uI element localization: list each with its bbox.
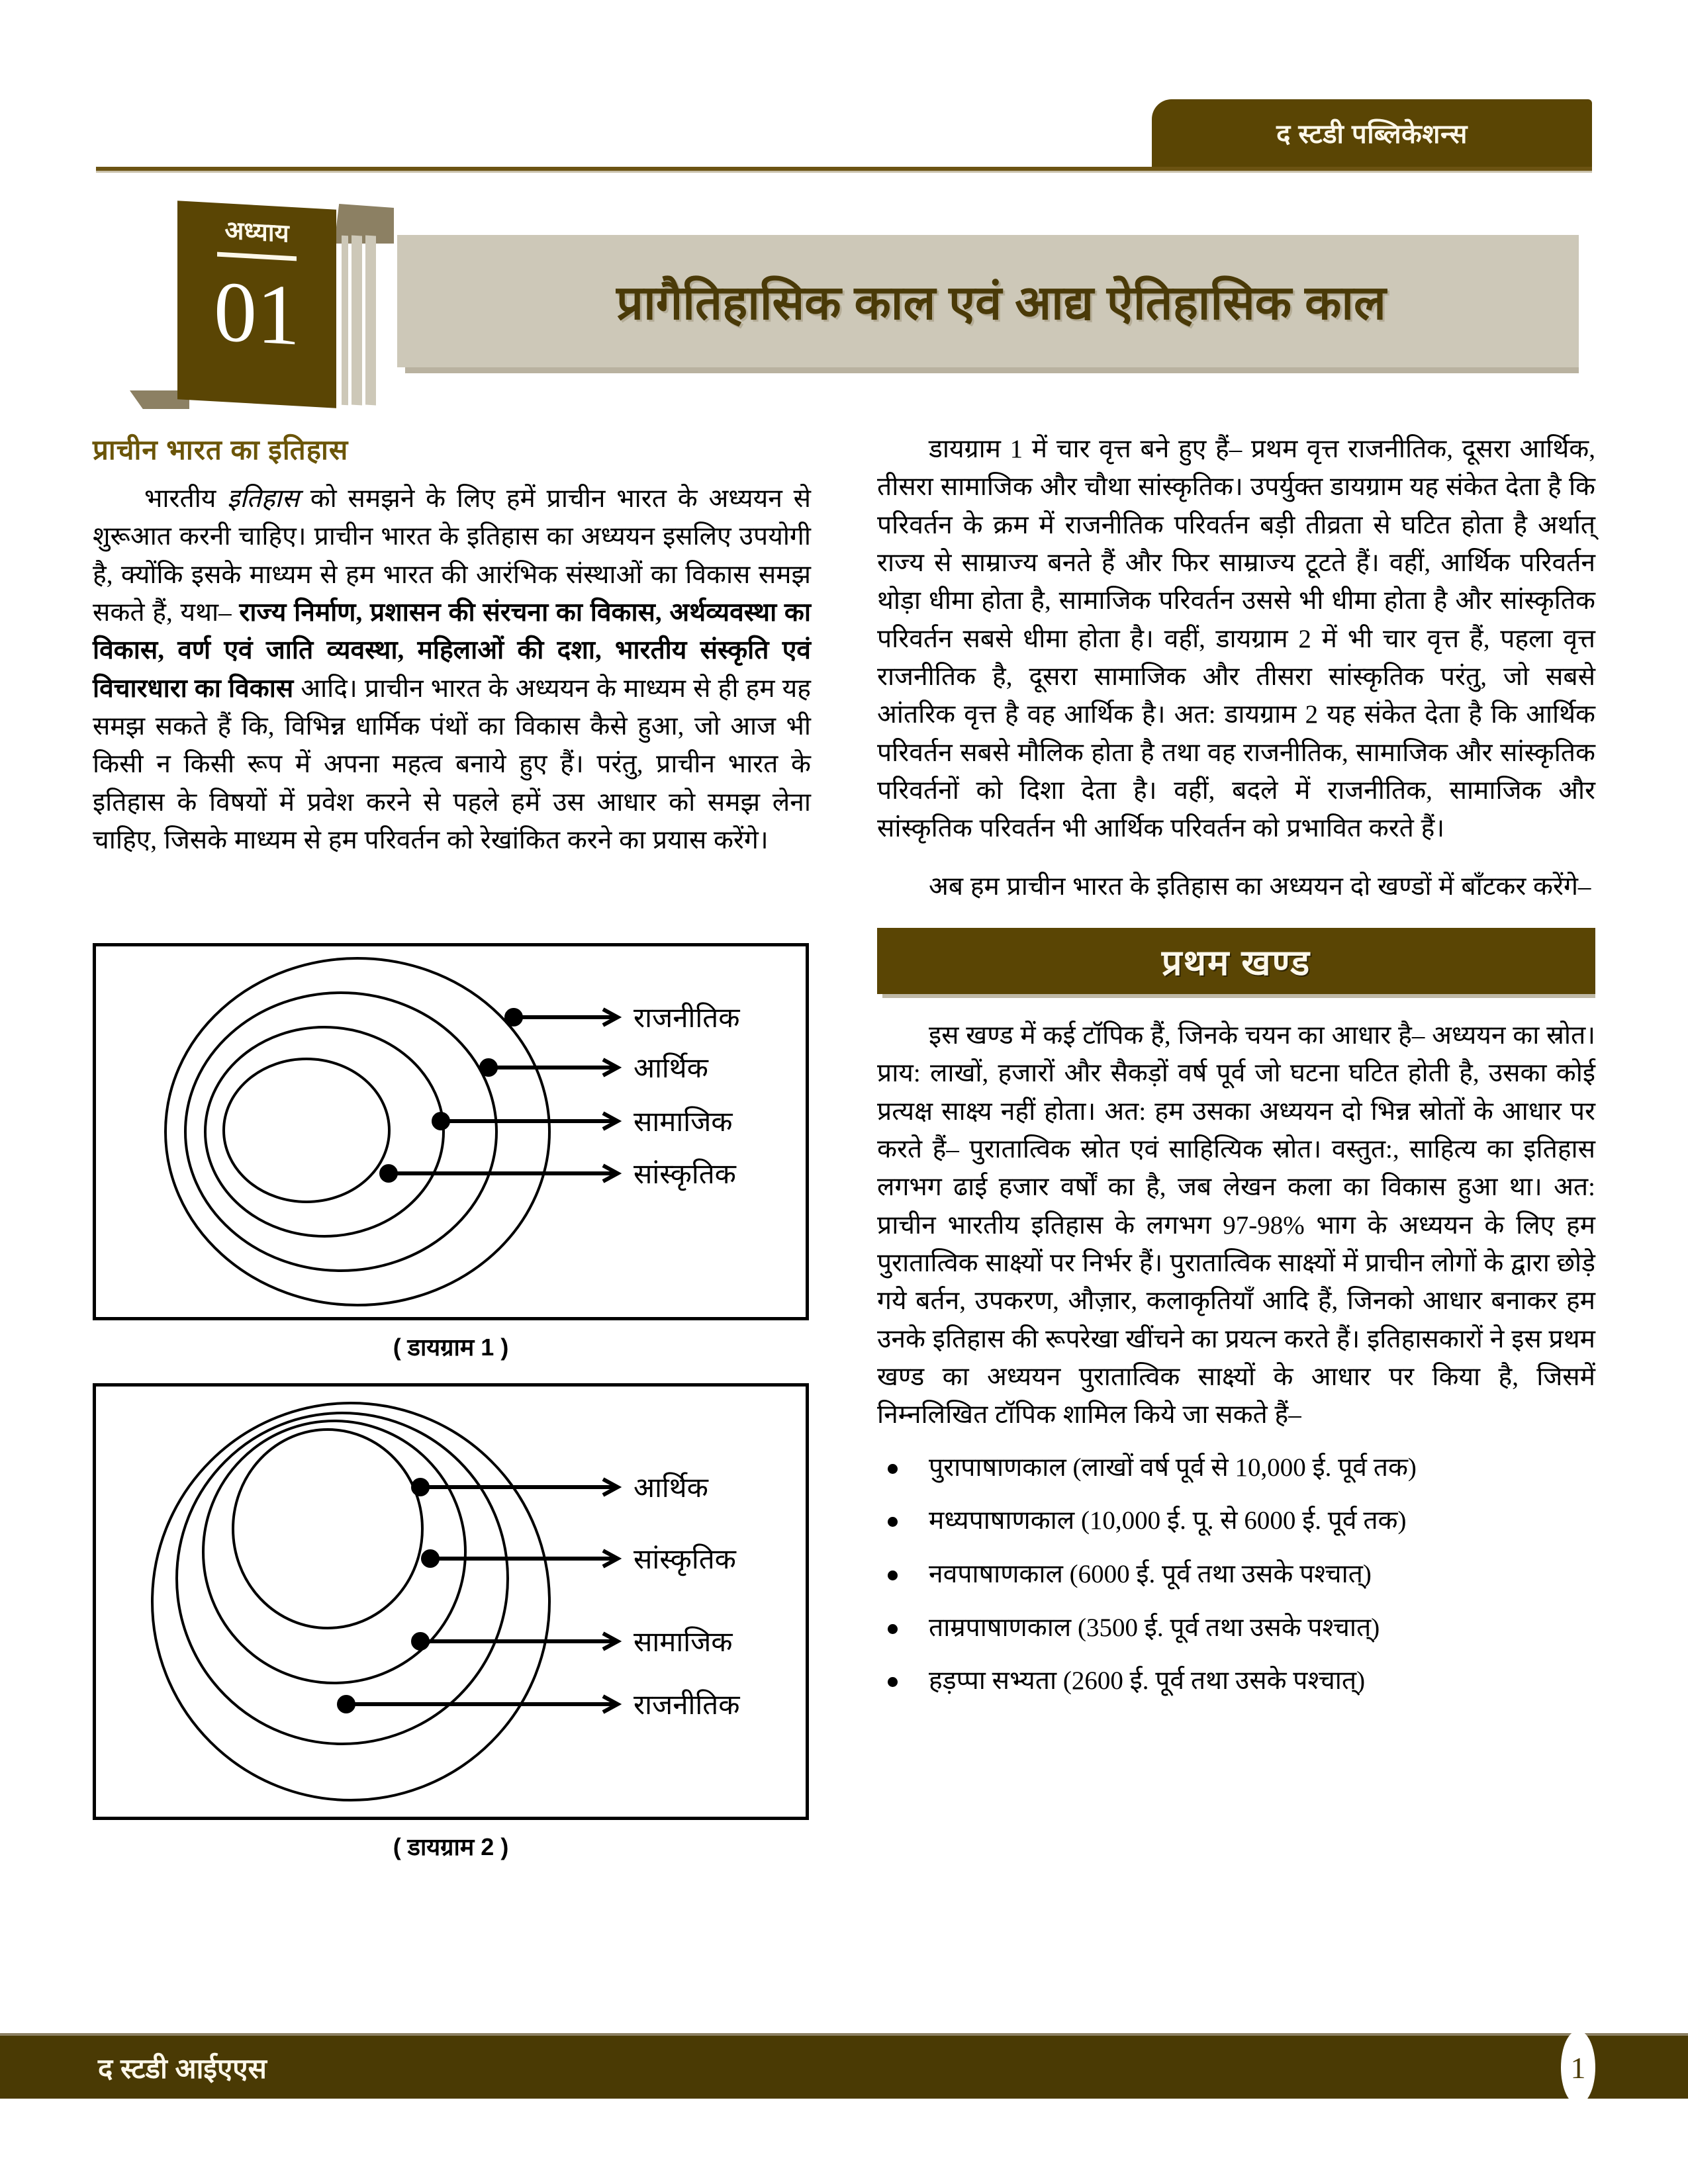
chapter-word-label: अध्याय	[224, 216, 289, 248]
chapter-tab-spine-1	[342, 236, 348, 406]
ring-2-1	[185, 993, 496, 1271]
list-item	[877, 1612, 1595, 1645]
diagram-1-label-3: सांस्कृतिक	[633, 1158, 736, 1189]
bullet-dot-icon	[888, 1677, 898, 1687]
ring-3-1	[205, 1027, 444, 1236]
list-item	[877, 1664, 1595, 1698]
diagram-1-label-2: सामाजिक	[633, 1106, 733, 1137]
list-item	[877, 1558, 1595, 1592]
right-column	[877, 430, 1595, 1718]
para-bold-list: राज्य निर्माण, प्रशासन की संरचना का विकास, अर्थव्यवस्था का विकास, वर्ण एवं जाति व्यवस्था, महिलाओं की दशा, भारतीय संस्कृति एवं विचारधारा का विकास	[93, 598, 811, 703]
page-footer	[0, 2030, 1688, 2103]
para-italic-itihas: इतिहास	[227, 484, 299, 513]
page-number: 1	[1570, 2050, 1586, 2085]
khand-banner-shadow	[882, 994, 1595, 998]
chapter-title: प्रागैतिहासिक काल एवं आद्य ऐतिहासिक काल	[616, 277, 1386, 330]
right-paragraph-sources: इस खण्ड में कई टॉपिक हैं, जिनके चयन का आधार है– अध्ययन का स्रोत। प्राय: लाखों, हजारों और सैकड़ों वर्ष पूर्व जो घटना घटित होती है, उसका कोई प्रत्यक्ष साक्ष्य नहीं होता। अत: हम उसका अध्ययन दो भिन्न स्रोतों के आधार पर करते हैं– पुरातात्विक स्रोत एवं साहित्यिक स्रोत। वस्तुत:, साहित्य का इतिहास लगभग ढाई हजार वर्षों का है, जब लेखन कला का विकास हुआ था। अत: प्राचीन भारतीय इतिहास के लगभग 97-98% भाग के अध्ययन के लिए हम पुरातात्विक साक्ष्यों पर निर्भर हैं। पुरातात्विक साक्ष्यों में प्राचीन लोगों के द्वारा छोड़े गये बर्तन, उपकरण, औज़ार, कलाकृतियाँ आदि हैं, जिनको आधार बनाकर हम उनके इतिहास की रूपरेखा खींचने का प्रयत्न करते हैं। इतिहासकारों ने इस प्रथम खण्ड का अध्ययन पुरातात्विक साक्ष्यों के आधार पर किया है, जिसमें निम्नलिखित टॉपिक शामिल किये जा सकते हैं–	[877, 1021, 1595, 1430]
footer-imprint: द स्टडी आईएएस	[98, 2053, 267, 2084]
bullet-dot-icon	[888, 1570, 898, 1580]
bullet-dot-icon	[888, 1517, 898, 1527]
list-item	[877, 1451, 1595, 1485]
page-header	[0, 0, 1688, 179]
bullet-dot-icon	[888, 1464, 898, 1474]
right-paragraph-diagrams: डायग्राम 1 में चार वृत्त बने हुए हैं– प्रथम वृत्त राजनीतिक, दूसरा आर्थिक, तीसरा सामाजिक और चौथा सांस्कृतिक। उपर्युक्त डायग्राम यह संकेत देता है कि परिवर्तन के क्रम में राजनीतिक परिवर्तन बड़ी तीव्रता से घटित होता है अर्थात् राज्य से साम्राज्य बनते हैं और फिर साम्राज्य टूटते हैं। वहीं, आर्थिक परिवर्तन थोड़ा धीमा होता है, सामाजिक परिवर्तन उससे भी धीमा होता है और सांस्कृतिक परिवर्तन सबसे धीमा होता है। वहीं, डायग्राम 2 में भी चार वृत्त हैं, पहला वृत्त राजनीतिक है, दूसरा सामाजिक और तीसरा सांस्कृतिक परंतु, जो सबसे आंतरिक वृत्त है वह आर्थिक है। अत: डायग्राम 2 यह संकेत देता है कि आर्थिक परिवर्तन सबसे मौलिक होता है तथा वह राजनीतिक, सामाजिक और सांस्कृतिक परिवर्तनों को दिशा देता है। वहीं, बदले में राजनीतिक, सामाजिक और सांस्कृतिक परिवर्तन भी आर्थिक परिवर्तन को प्रभावित करते हैं।	[877, 435, 1595, 843]
ring-2-2	[177, 1413, 508, 1744]
diagram-2-label-3: राजनीतिक	[633, 1689, 740, 1720]
list-item-label: मध्यपाषाणकाल (10,000 ई. पू. से 6000 ई. पूर्व तक)	[929, 1506, 1407, 1535]
chapter-tab-spine-3	[365, 236, 376, 406]
left-column	[93, 430, 811, 859]
diagram-1-label-1: आर्थिक	[633, 1052, 708, 1083]
ring-inner-2	[233, 1430, 422, 1628]
bullet-dot-icon	[888, 1624, 898, 1634]
list-item-label: नवपाषाणकाल (6000 ई. पूर्व तथा उसके पश्चात्)	[929, 1559, 1372, 1588]
section-heading-ancient-india: प्राचीन भारत का इतिहास	[93, 434, 349, 465]
publisher-name: द स्टडी पब्लिकेशन्स	[1276, 120, 1468, 149]
publisher-tab	[1152, 99, 1592, 169]
chapter-tab-spine-2	[352, 236, 362, 406]
chapter-title-strip-shadow	[405, 367, 1579, 373]
khand-label: प्रथम खण्ड	[1161, 942, 1311, 983]
chapter-tab-content	[177, 201, 336, 408]
khand-banner	[877, 928, 1595, 994]
diagram-1-label-0: राजनीतिक	[633, 1002, 740, 1033]
diagram-1-caption: ( डायग्राम 1 )	[393, 1334, 509, 1361]
diagram-2-label-2: सामाजिक	[633, 1626, 733, 1657]
chapter-underline	[217, 252, 297, 261]
diagram-2-box	[93, 1383, 809, 1820]
diagram-1-svg	[96, 946, 806, 1317]
diagram-2-svg	[96, 1387, 806, 1817]
ring-inner-1	[224, 1059, 389, 1202]
diagram-2-caption: ( डायग्राम 2 )	[393, 1833, 509, 1860]
list-item	[877, 1504, 1595, 1538]
diagram-2-label-0: आर्थिक	[633, 1472, 708, 1503]
chapter-number: 01	[214, 263, 300, 364]
topics-list	[877, 1451, 1595, 1698]
header-rule-secondary	[96, 171, 1592, 173]
para-part-1: भारतीय	[144, 484, 228, 513]
list-item-label: पुरापाषाणकाल (लाखों वर्ष पूर्व से 10,000 ई. पूर्व तक)	[929, 1453, 1417, 1482]
chapter-banner	[0, 192, 1688, 417]
list-item-label: हड़प्पा सभ्यता (2600 ई. पूर्व तथा उसके पश्चात्)	[929, 1666, 1366, 1696]
diagram-2-label-1: सांस्कृतिक	[633, 1543, 736, 1574]
para-part-3: आदि। प्राचीन भारत के अध्ययन के माध्यम से ही हम यह समझ सकते हैं कि, विभिन्न धार्मिक पंथों का विकास कैसे हुआ, जो आज भी किसी न किसी रूप में अपना महत्व बनाये हुए हैं। परंतु, प्राचीन भारत के इतिहास के विषयों में प्रवेश करने से पहले हमें उस आधार को समझ लेना चाहिए, जिसके माध्यम से हम परिवर्तन को रेखांकित करने का प्रयास करेंगे।	[93, 674, 811, 854]
left-intro-paragraph	[93, 480, 811, 859]
right-paragraph-two-sections: अब हम प्राचीन भारत के इतिहास का अध्ययन दो खण्डों में बाँटकर करेंगे–	[929, 872, 1591, 901]
para-part-2: को समझने के लिए हमें प्राचीन भारत के अध्ययन से शुरूआत करनी चाहिए। प्राचीन भारत के इतिहास का अध्ययन इसलिए उपयोगी है, क्योंकि इसके माध्यम से हम भारत की आरंभिक संस्थाओं का विकास समझ सकते हैं, यथा–	[93, 484, 812, 627]
diagram-1-box	[93, 943, 809, 1320]
list-item-label: ताम्रपाषाणकाल (3500 ई. पूर्व तथा उसके पश्चात्)	[929, 1613, 1380, 1642]
